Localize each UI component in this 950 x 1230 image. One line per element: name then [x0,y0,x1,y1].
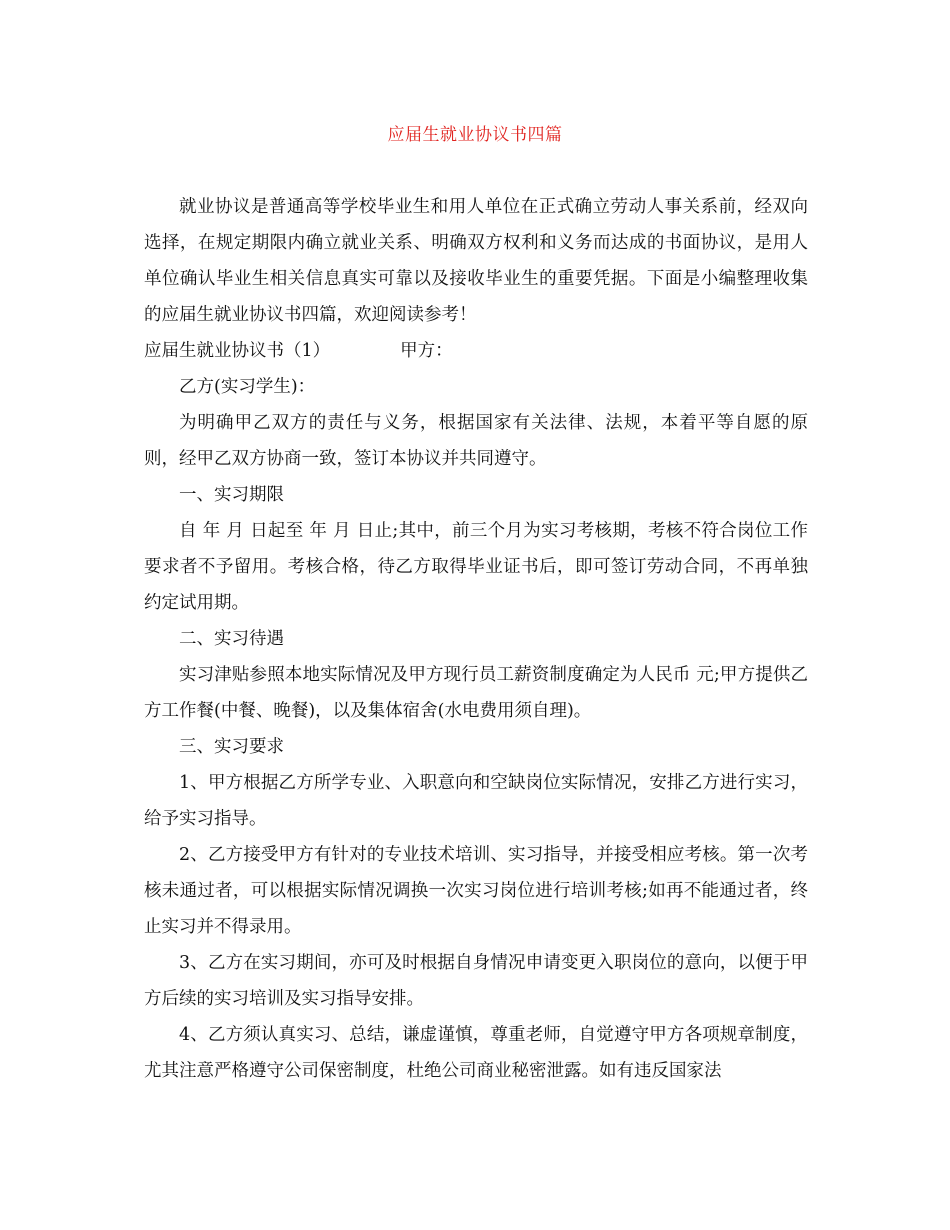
section-3-item-1: 1、甲方根据乙方所学专业、入职意向和空缺岗位实际情况，安排乙方进行实习，给予实习指导。 [144,773,808,829]
section-1-title: 一、实习期限 [179,485,284,505]
agreement-heading: 应届生就业协议书（1） [144,341,331,361]
document-title: 应届生就业协议书四篇 [387,125,563,145]
section-3-item-4: 4、乙方须认真实习、总结，谦虚谨慎，尊重老师，自觉遵守甲方各项规章制度，尤其注意严格遵守公司保密制度，杜绝公司商业秘密泄露。如有违反国家法 [144,1025,808,1081]
section-3-title: 三、实习要求 [179,737,284,757]
document-body [144,189,808,1089]
section-2-title: 二、实习待遇 [179,629,284,649]
section-2-text: 实习津贴参照本地实际情况及甲方现行员工薪资制度确定为人民币 元;甲方提供乙方工作餐(中餐、晚餐)，以及集体宿舍(水电费用须自理)。 [144,665,808,721]
party-a-label: 甲方： [400,341,453,361]
party-b-label: 乙方(实习学生)： [179,377,316,397]
intro-paragraph: 就业协议是普通高等学校毕业生和用人单位在正式确立劳动人事关系前，经双向选择，在规定期限内确立就业关系、明确双方权利和义务而达成的书面协议，是用人单位确认毕业生相关信息真实可靠以及接收毕业生的重要凭据。下面是小编整理收集的应届生就业协议书四篇，欢迎阅读参考！ [144,197,808,325]
section-3-item-2: 2、乙方接受甲方有针对的专业技术培训、实习指导，并接受相应考核。第一次考核未通过者，可以根据实际情况调换一次实习岗位进行培训考核;如再不能通过者，终止实习并不得录用。 [144,845,808,937]
section-1-text: 自 年 月 日起至 年 月 日止;其中，前三个月为实习考核期，考核不符合岗位工作要求者不予留用。考核合格，待乙方取得毕业证书后，即可签订劳动合同，不再单独约定试用期。 [144,521,808,613]
agreement-heading-line [144,333,808,369]
section-3-item-3: 3、乙方在实习期间，亦可及时根据自身情况申请变更入职岗位的意向，以便于甲方后续的实习培训及实习指导安排。 [144,953,808,1009]
preamble-paragraph: 为明确甲乙双方的责任与义务，根据国家有关法律、法规，本着平等自愿的原则，经甲乙双方协商一致，签订本协议并共同遵守。 [144,413,808,469]
